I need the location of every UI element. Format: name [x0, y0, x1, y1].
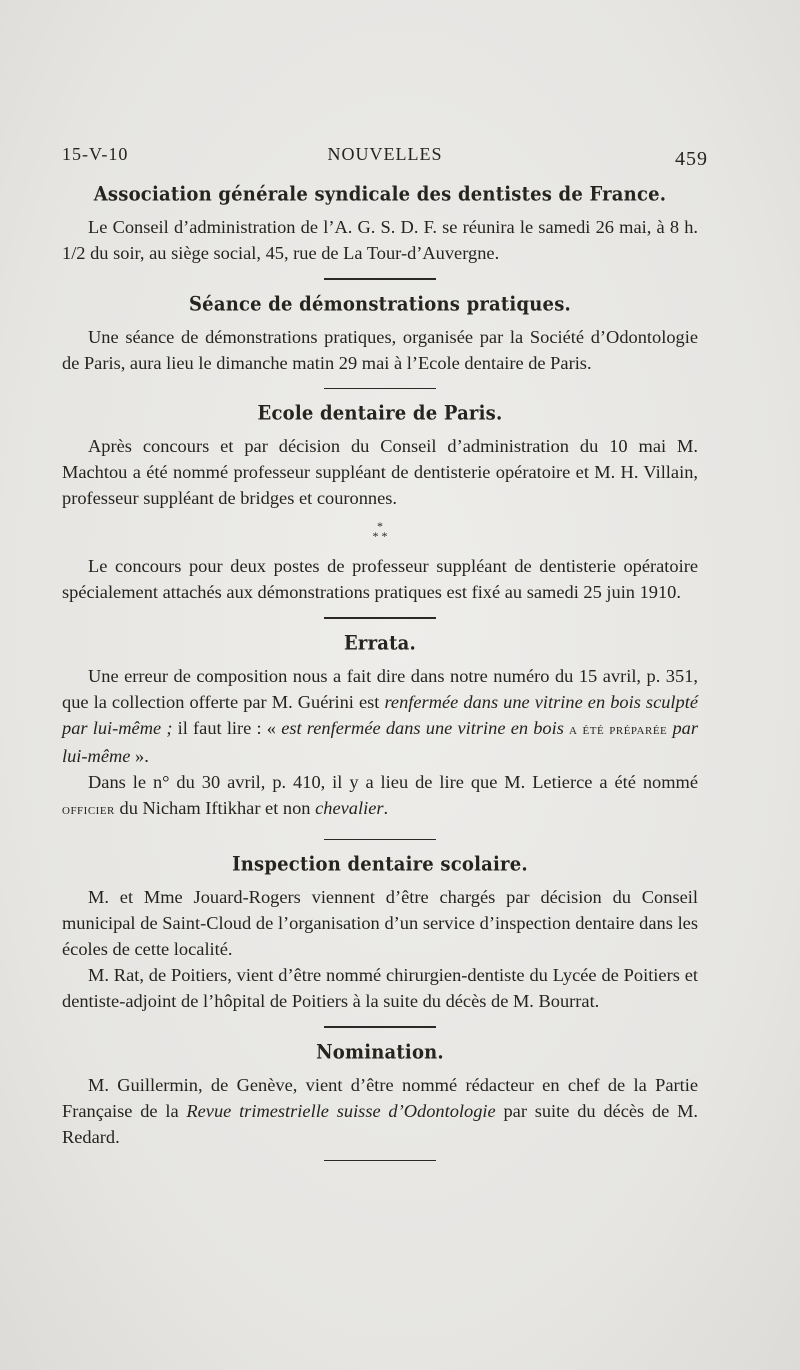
section-title: Nomination. [316, 1040, 444, 1064]
paragraph [62, 1072, 698, 1150]
section-title: Ecole dentaire de Paris. [257, 402, 503, 425]
section-demonstrations [62, 292, 698, 376]
asterism [62, 521, 698, 541]
small-caps-run: officier [62, 800, 115, 818]
italic-run: est renfermée dans une vitrine en bois [281, 717, 564, 738]
article-body [62, 180, 698, 1161]
section-divider [324, 1026, 436, 1028]
section-divider [324, 388, 436, 390]
paragraph: M. et Mme Jouard-Rogers viennent d’être chargés par décision du Conseil municipal de Saint-Cloud de l’organisation d’un service d’inspection dentaire dans les écoles de cette localité. [62, 887, 698, 959]
section-divider [324, 617, 436, 619]
section-title: Séance de démonstrations pratiques. [188, 292, 571, 316]
small-caps-run: a été préparée [563, 720, 668, 738]
paragraph: Une séance de démonstrations pratiques, organisée par la Société d’Odontologie de Paris, aura lieu le dimanche matin 29 mai à l’Ecole dentaire de Paris. [62, 326, 698, 373]
section-divider [324, 1160, 436, 1162]
asterism-top: * [377, 519, 383, 533]
text-run: M. Guillermin, de Genève, vient d’être nommé rédacteur en chef de la Partie Française de la [62, 1074, 698, 1121]
section-inspection [62, 852, 698, 1014]
section-title: Association générale syndicale des dentistes de France. [93, 183, 667, 206]
italic-run: par lui-même [62, 717, 698, 766]
section-divider [324, 278, 436, 280]
paragraph [62, 663, 698, 769]
section-heading: NOUVELLES [327, 144, 443, 164]
text-run: il faut lire : « [172, 717, 282, 738]
issue-date: 15-V-10 [62, 144, 129, 164]
page-number: 459 [675, 148, 708, 170]
paragraph: M. Rat, de Poitiers, vient d’être nommé chirurgien-dentiste du Lycée de Poitiers et dentiste-adjoint de l’hôpital de Poitiers à la suite du décès de M. Bourrat. [62, 965, 698, 1011]
section-ecole-dentaire [62, 401, 698, 605]
section-title: Errata. [344, 631, 416, 655]
text-run: par suite du décès de M. Redard. [62, 1100, 699, 1147]
section-title: Inspection dentaire scolaire. [232, 853, 528, 876]
section-association [62, 182, 698, 266]
running-header [62, 142, 708, 172]
italic-run: chevalier [315, 797, 384, 818]
paragraph: Le concours pour deux postes de professeur suppléant de dentisterie opératoire spécialement attachés aux démonstrations pratiques est fixé au samedi 25 juin 1910. [62, 556, 698, 602]
paragraph [62, 769, 698, 823]
paragraph: Après concours et par décision du Conseil d’administration du 10 mai M. Machtou a été nommé professeur suppléant de dentisterie opératoire et M. H. Villain, professeur suppléant de bridges et couronnes. [62, 436, 698, 508]
text-run: du Nicham Iftikhar et non [114, 797, 316, 818]
text-run: . [383, 797, 389, 818]
section-nomination [62, 1040, 698, 1150]
asterism-bottom: * * [372, 529, 388, 543]
section-errata [62, 631, 698, 823]
italic-run: Revue trimestrielle suisse d’Odontologie [186, 1100, 496, 1121]
text-run: Une erreur de composition nous a fait dire dans notre numéro du 15 avril, p. 351, que la collection offerte par M. Guérini est [62, 665, 698, 712]
italic-run: renfermée dans une vitrine en bois sculpté par lui-même ; [62, 691, 698, 738]
text-run: ». [130, 745, 149, 766]
section-divider [324, 839, 436, 841]
text-run: Dans le n° du 30 avril, p. 410, il y a lieu de lire que M. Letierce a été nommé [88, 771, 698, 792]
paragraph: Le Conseil d’administration de l’A. G. S. D. F. se réunira le samedi 26 mai, à 8 h. 1/2 du soir, au siège social, 45, rue de La Tour-d’Auvergne. [62, 217, 698, 263]
